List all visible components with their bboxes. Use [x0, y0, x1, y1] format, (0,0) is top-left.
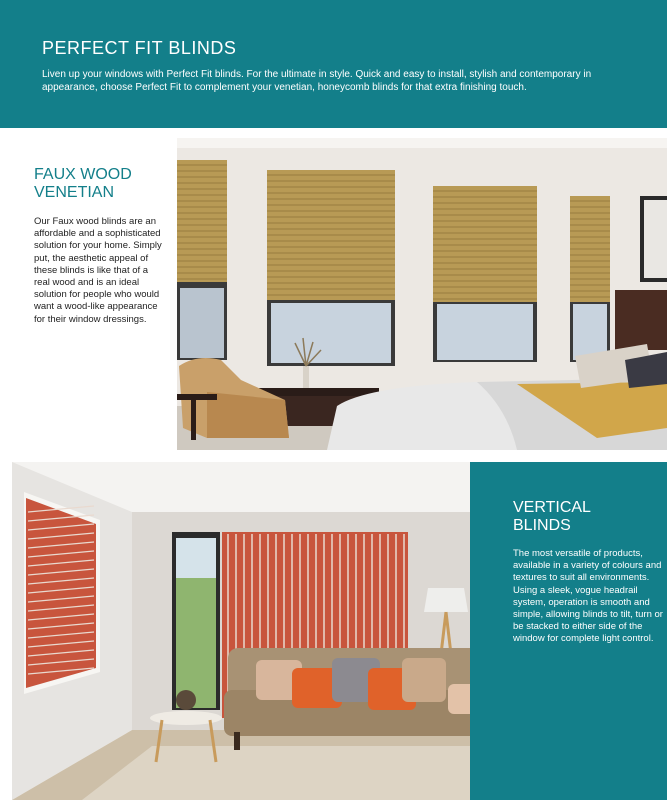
- header-banner: [0, 0, 667, 128]
- wood-blind-window-3: [433, 186, 537, 362]
- vertical-blinds-title: [513, 499, 591, 535]
- faux-wood-title-line1: FAUX WOOD: [34, 166, 132, 183]
- vertical-blinds-section: [470, 462, 667, 800]
- faux-wood-description: Our Faux wood blinds are an affordable and a sophisticated solution for your home. Simply put, the aesthetic appeal of these blinds is like that of a real wood and is an ideal solution for people who would want a wood-like appearance for their window dressings.: [34, 216, 162, 325]
- page-title: PERFECT FIT BLINDS: [42, 38, 237, 58]
- vertical-title-line2: BLINDS: [513, 517, 571, 534]
- wood-blind-window-1: [177, 160, 227, 360]
- vertical-description-part1: The most versatile of products, available in a variety of colours and textures to suit all environments.: [513, 548, 662, 584]
- intro-text: Liven up your windows with Perfect Fit blinds. For the ultimate in style. Quick and easy to install, stylish and contemporary in appearance, choose Perfect Fit to complement your venetian, honeycomb blinds for that extra finishing touch.: [42, 69, 592, 93]
- bedroom-photo: [177, 138, 667, 450]
- faux-wood-title: [34, 166, 164, 202]
- faux-wood-title-line2: VENETIAN: [34, 184, 115, 201]
- vertical-blinds-description: [513, 548, 667, 646]
- vertical-description-part2: Using a sleek, vogue headrail system, operation is smooth and simple, allowing blinds to tilt, turn or be stacked to either side of the window for complete light control.: [513, 584, 663, 645]
- vertical-title-line1: VERTICAL: [513, 499, 591, 516]
- living-room-photo: [12, 462, 490, 800]
- faux-wood-section: [34, 166, 164, 326]
